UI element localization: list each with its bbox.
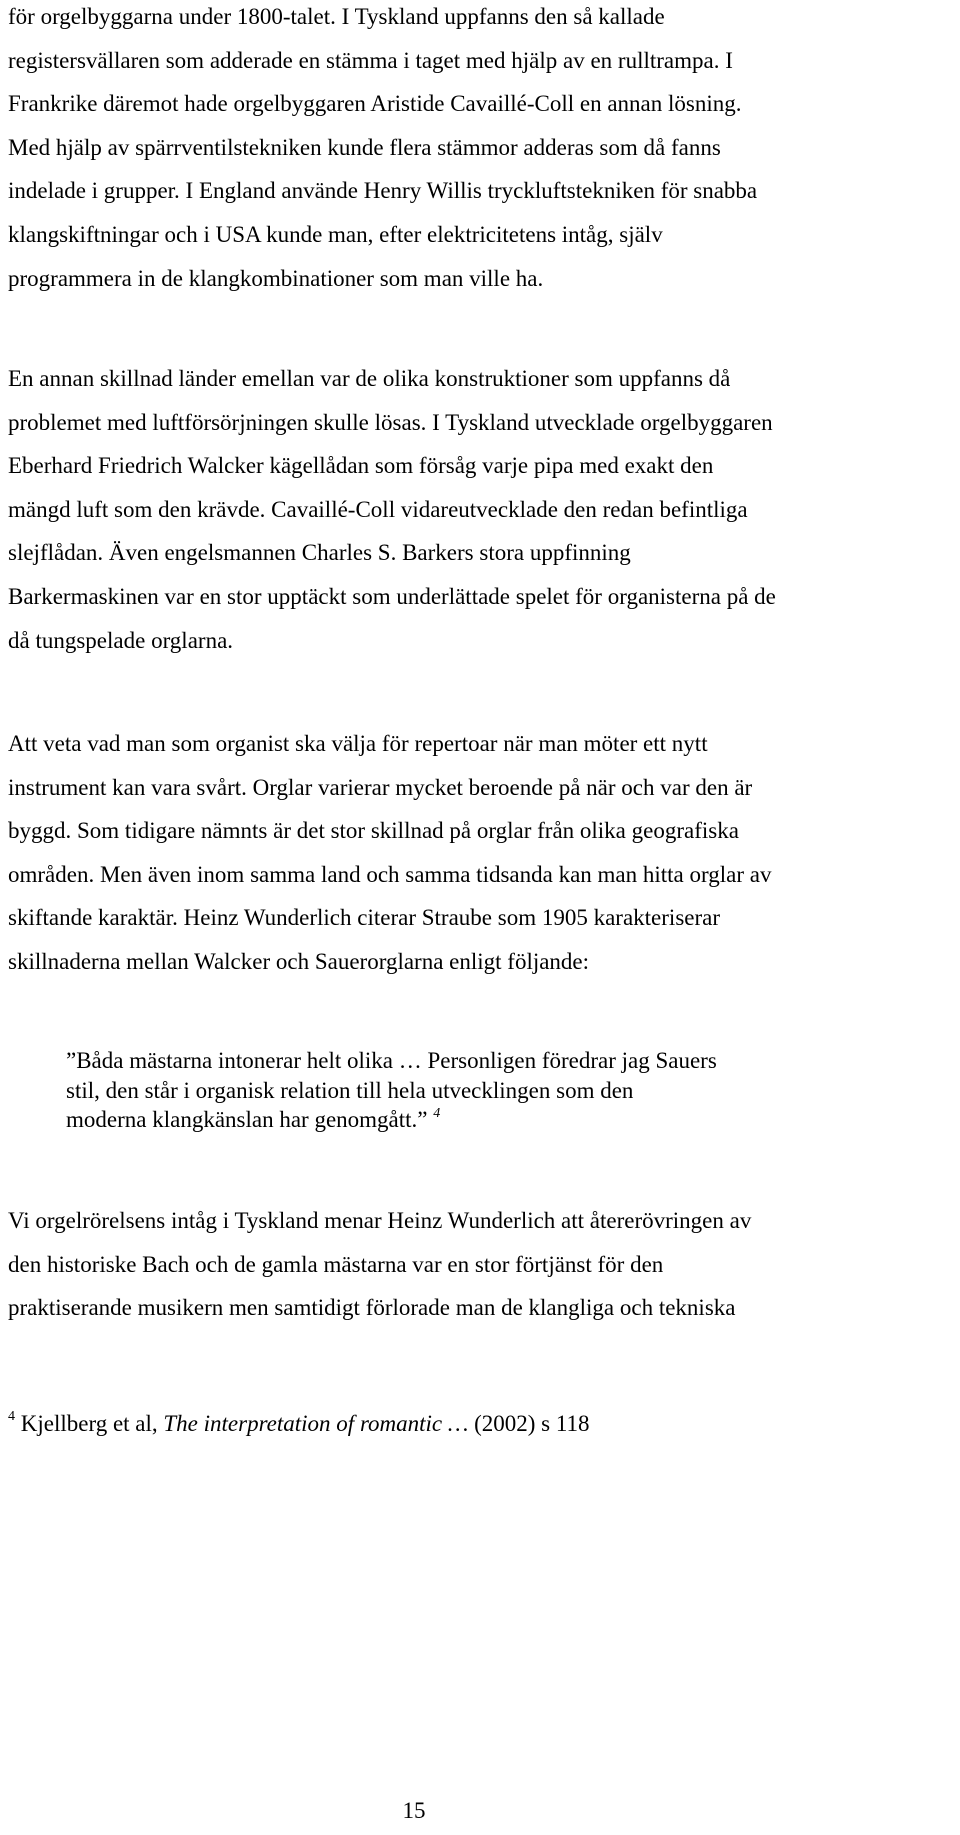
text-line: skillnaderna mellan Walcker och Sauerorglarna enligt följande:	[8, 948, 590, 974]
text-line: Vi orgelrörelsens intåg i Tyskland menar Heinz Wunderlich att återerövringen av	[8, 1208, 752, 1233]
text-line: problemet med luftförsörjningen skulle lösas. I Tyskland utvecklade orgelbyggaren	[8, 409, 773, 435]
text-line: indelade i grupper. I England använde Henry Willis tryckluftstekniken för snabba	[8, 178, 758, 204]
text-line: Eberhard Friedrich Walcker kägellådan som försåg varje pipa med exakt den	[8, 453, 714, 479]
text-line: Med hjälp av spärrventilstekniken kunde flera stämmor adderas som då fanns	[8, 134, 721, 160]
text-line: skiftande karaktär. Heinz Wunderlich citerar Straube som 1905 karakteriserar	[8, 905, 721, 931]
quote-line: ”Båda mästarna intonerar helt olika … Personligen föredrar jag Sauers	[66, 1048, 717, 1073]
block-quote	[66, 1046, 866, 1135]
page-number: 15	[402, 1798, 426, 1823]
footnote-title: The interpretation of romantic …	[163, 1411, 469, 1436]
text-line: programmera in de klangkombinationer som man ville ha.	[8, 265, 544, 291]
text-line: den historiske Bach och de gamla mästarna var en stor förtjänst för den	[8, 1251, 664, 1277]
text-line: mängd luft som den krävde. Cavaillé-Coll vidareutvecklade den redan befintliga	[8, 496, 748, 522]
quote-line	[66, 1105, 866, 1135]
text-line: Frankrike däremot hade orgelbyggaren Aristide Cavaillé-Coll en annan lösning.	[8, 91, 742, 117]
text-line: instrument kan vara svårt. Orglar varierar mycket beroende på när och var den är	[8, 774, 753, 800]
paragraph-organ-registers	[8, 0, 952, 300]
text-line: områden. Men även inom samma land och samma tidsanda kan man hitta orglar av	[8, 861, 772, 887]
paragraph-organ-movement	[8, 1199, 952, 1330]
paragraph-repertoire	[8, 722, 952, 984]
text-line: Barkermaskinen var en stor upptäckt som underlättade spelet för organisterna på de	[8, 583, 776, 609]
quote-line-text: moderna klangkänslan har genomgått.”	[66, 1107, 428, 1132]
quote-line: stil, den står i organisk relation till hela utvecklingen som den	[66, 1077, 634, 1103]
text-line: klangskiftningar och i USA kunde man, efter elektricitetens intåg, själv	[8, 221, 663, 247]
text-line: praktiserande musikern men samtidigt förlorade man de klangliga och tekniska	[8, 1295, 736, 1321]
text-line: slejflådan. Även engelsmannen Charles S. Barkers stora uppfinning	[8, 540, 631, 566]
text-line: En annan skillnad länder emellan var de olika konstruktioner som uppfanns då	[8, 366, 731, 391]
text-line: Att veta vad man som organist ska välja för repertoar när man möter ett nytt	[8, 731, 708, 756]
text-line: byggd. Som tidigare nämnts är det stor skillnad på orglar från olika geografiska	[8, 818, 739, 844]
footnote-reference: 4	[433, 1106, 441, 1121]
footnote-author: Kjellberg et al,	[20, 1411, 164, 1436]
footnote	[8, 1409, 590, 1439]
footnote-number: 4	[8, 1409, 15, 1424]
text-line: då tungspelade orglarna.	[8, 627, 234, 653]
paragraph-wind-supply	[8, 357, 952, 662]
text-line: registersvällaren som adderade en stämma i taget med hjälp av en rulltrampa. I	[8, 47, 733, 73]
footnote-details: (2002) s 118	[468, 1411, 590, 1436]
text-line: för orgelbyggarna under 1800-talet. I Tyskland uppfanns den så kallade	[8, 4, 665, 29]
